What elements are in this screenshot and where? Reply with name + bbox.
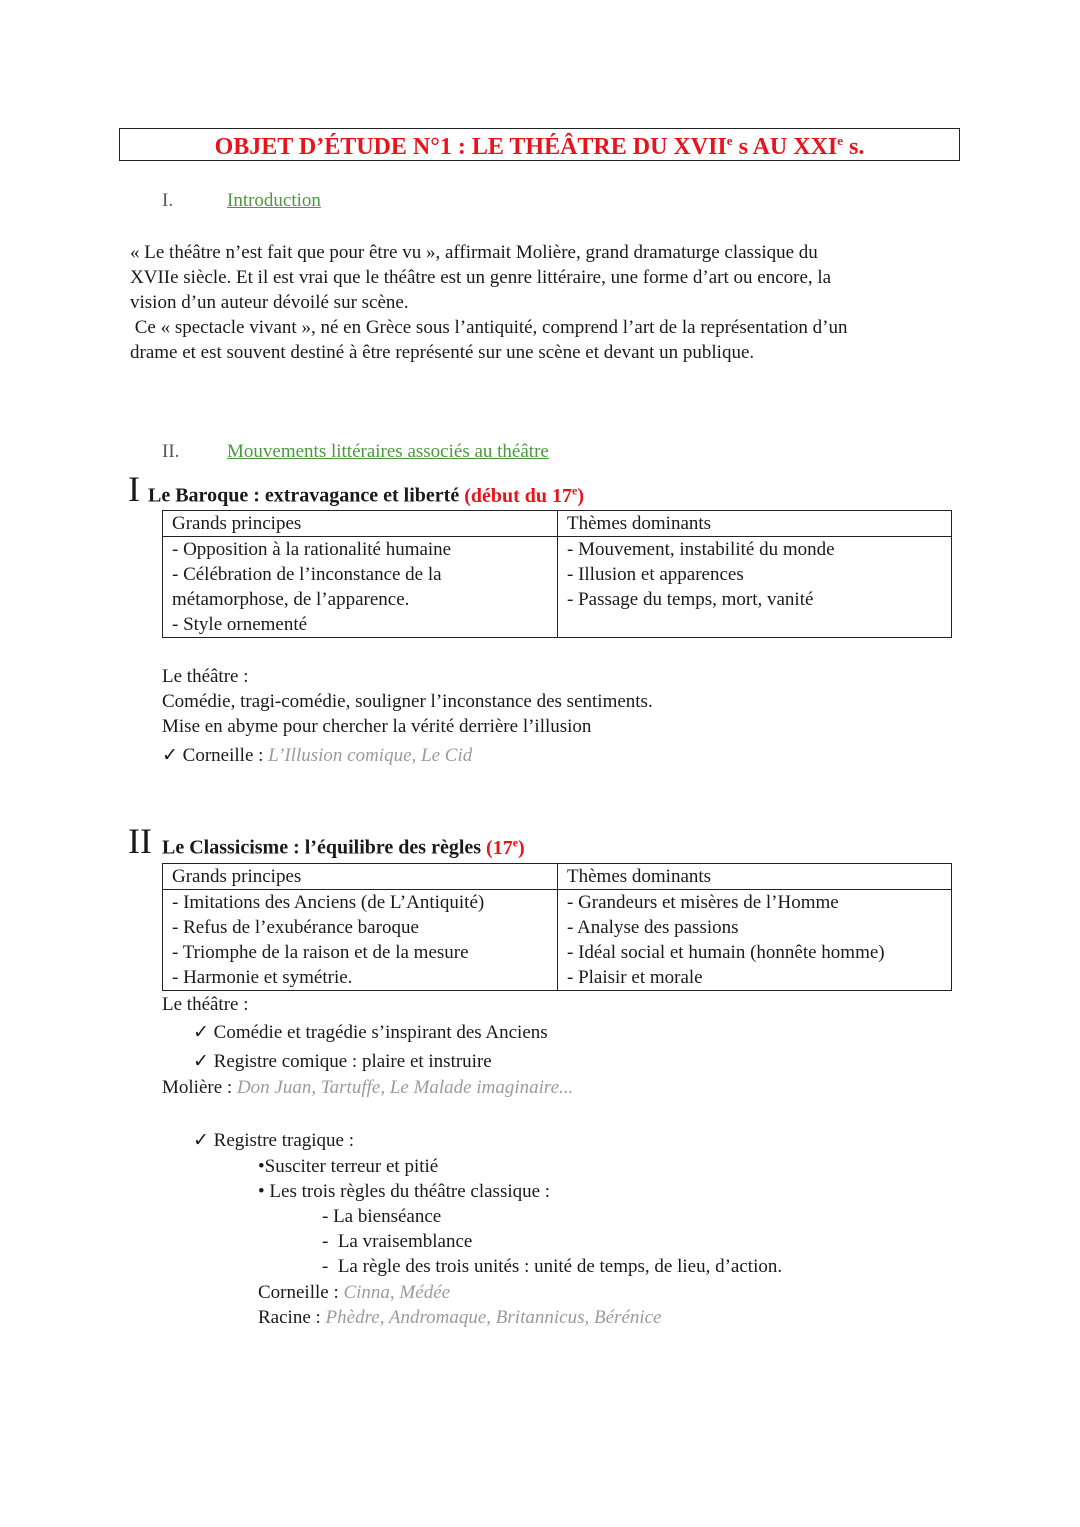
baroque-author: ✓ Corneille : L’Illusion comique, Le Cid xyxy=(162,745,473,766)
intro-line: « Le théâtre n’est fait que pour être vu », affirmait Molière, grand dramaturge classique du xyxy=(130,242,818,263)
moliere-line: Molière : Don Juan, Tartuffe, Le Malade imaginaire... xyxy=(162,1077,574,1098)
baroque-author-works: L’Illusion comique, Le Cid xyxy=(268,745,473,766)
corneille-line: Corneille : Cinna, Médée xyxy=(258,1282,451,1303)
intro-line: vision d’un auteur dévoilé sur scène. xyxy=(130,292,409,313)
classicisme-col1-header: Grands principes xyxy=(163,864,558,890)
classicisme-period: (17e) xyxy=(486,835,525,859)
baroque-themes-cell xyxy=(558,537,952,638)
classicisme-check-comic: ✓ Registre comique : plaire et instruire xyxy=(193,1051,492,1072)
baroque-theatre-line: Mise en abyme pour chercher la vérité derrière l’illusion xyxy=(162,716,592,737)
baroque-theatre-line: Comédie, tragi-comédie, souligner l’inconstance des sentiments. xyxy=(162,691,653,712)
moliere-works: Don Juan, Tartuffe, Le Malade imaginaire... xyxy=(236,1077,574,1098)
classicisme-principles-cell xyxy=(163,890,558,991)
table-cell-line: métamorphose, de l’apparence. xyxy=(172,589,410,610)
classicisme-theatre-label: Le théâtre : xyxy=(162,994,249,1015)
table-cell-line: - Harmonie et symétrie. xyxy=(172,967,353,988)
baroque-theatre-label: Le théâtre : xyxy=(162,666,249,687)
table-cell-line: - Style ornementé xyxy=(172,614,308,635)
table-cell-line: - Refus de l’exubérance baroque xyxy=(172,917,419,938)
bullet-terror-pity: •Susciter terreur et pitié xyxy=(258,1156,439,1177)
classicisme-themes-cell xyxy=(558,890,952,991)
classicisme-roman-numeral: II xyxy=(128,821,152,861)
baroque-principles-cell xyxy=(163,537,558,638)
table-cell-line: - Triomphe de la raison et de la mesure xyxy=(172,942,469,963)
baroque-period: (début du 17e) xyxy=(464,483,585,507)
baroque-roman-numeral: I xyxy=(128,469,140,509)
corneille-works: Cinna, Médée xyxy=(343,1282,451,1303)
section-number-intro: I. xyxy=(162,190,174,211)
classicisme-check-comedy-tragedy: ✓ Comédie et tragédie s’inspirant des Anciens xyxy=(193,1022,548,1043)
classicisme-heading: Le Classicisme : l’équilibre des règles (17e) xyxy=(162,835,525,859)
table-cell-line: - Passage du temps, mort, vanité xyxy=(567,589,814,610)
baroque-col1-header: Grands principes xyxy=(163,511,558,537)
section-heading-movements: Mouvements littéraires associés au théâtre xyxy=(227,441,549,462)
intro-line: drame et est souvent destiné à être représenté sur une scène et devant un publique. xyxy=(130,342,755,363)
rule-trois-unites: - La règle des trois unités : unité de temps, de lieu, d’action. xyxy=(322,1256,783,1277)
section-heading-intro: Introduction xyxy=(227,190,321,211)
rule-vraisemblance: - La vraisemblance xyxy=(322,1231,473,1252)
classicisme-check-tragic: ✓ Registre tragique : xyxy=(193,1130,355,1151)
table-cell-line: - Célébration de l’inconstance de la xyxy=(172,564,442,585)
table-cell-line: - Analyse des passions xyxy=(567,917,739,938)
table-cell-line: - Imitations des Anciens (de L’Antiquité) xyxy=(172,892,485,913)
racine-works: Phèdre, Andromaque, Britannicus, Bérénice xyxy=(325,1307,662,1328)
classicisme-col2-header: Thèmes dominants xyxy=(558,864,952,890)
rule-bienseance: - La bienséance xyxy=(322,1206,442,1227)
racine-line: Racine : Phèdre, Andromaque, Britannicus, Bérénice xyxy=(258,1307,662,1328)
table-cell-line: - Plaisir et morale xyxy=(567,967,703,988)
intro-line: Ce « spectacle vivant », né en Grèce sous l’antiquité, comprend l’art de la représentation d’un xyxy=(130,317,848,338)
classicisme-table xyxy=(162,863,952,991)
table-cell-line: - Idéal social et humain (honnête homme) xyxy=(567,942,885,963)
baroque-table xyxy=(162,510,952,638)
baroque-col2-header: Thèmes dominants xyxy=(558,511,952,537)
bullet-three-rules: • Les trois règles du théâtre classique : xyxy=(258,1181,551,1202)
table-cell-line: - Grandeurs et misères de l’Homme xyxy=(567,892,839,913)
table-cell-line: - Illusion et apparences xyxy=(567,564,744,585)
table-cell-line: - Opposition à la rationalité humaine xyxy=(172,539,452,560)
title-box xyxy=(119,128,960,161)
section-number-movements: II. xyxy=(162,441,180,462)
intro-line: XVIIe siècle. Et il est vrai que le théâtre est un genre littéraire, une forme d’art ou encore, la xyxy=(130,267,832,288)
document-title: OBJET D’ÉTUDE N°1 : LE THÉÂTRE DU XVIIe s AU XXIe s. xyxy=(214,133,865,160)
table-cell-line: - Mouvement, instabilité du monde xyxy=(567,539,835,560)
baroque-heading: Le Baroque : extravagance et liberté (début du 17e) xyxy=(148,483,585,507)
